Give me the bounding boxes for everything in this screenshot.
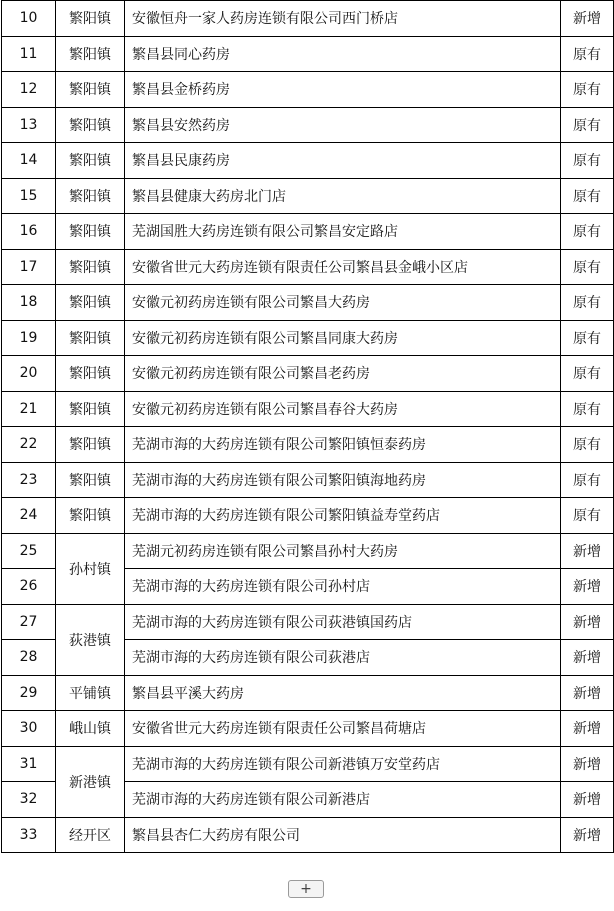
- pharmacy-name-cell: 繁昌县平溪大药房: [125, 675, 561, 711]
- pharmacy-name-cell: 繁昌县安然药房: [125, 107, 561, 143]
- row-number-cell: 33: [2, 817, 56, 853]
- row-number-cell: 27: [2, 604, 56, 640]
- town-cell: 繁阳镇: [56, 498, 125, 534]
- table-row: [2, 498, 614, 534]
- pharmacy-name-cell: 芜湖市海的大药房连锁有限公司繁阳镇海地药房: [125, 462, 561, 498]
- table-row: [2, 249, 614, 285]
- table-row: [2, 746, 614, 782]
- pharmacy-name-cell: 安徽省世元大药房连锁有限责任公司繁昌荷塘店: [125, 711, 561, 747]
- table-row: [2, 320, 614, 356]
- status-cell: 新增: [561, 569, 614, 605]
- row-number-cell: 28: [2, 640, 56, 676]
- row-number-cell: 13: [2, 107, 56, 143]
- table-row: [2, 285, 614, 321]
- table-row: [2, 143, 614, 179]
- row-number-cell: 14: [2, 143, 56, 179]
- table-row: [2, 391, 614, 427]
- status-cell: 原有: [561, 427, 614, 463]
- pharmacy-name-cell: 芜湖市海的大药房连锁有限公司孙村店: [125, 569, 561, 605]
- pharmacy-table: [1, 0, 614, 853]
- row-number-cell: 22: [2, 427, 56, 463]
- row-number-cell: 29: [2, 675, 56, 711]
- town-cell: 繁阳镇: [56, 320, 125, 356]
- row-number-cell: 24: [2, 498, 56, 534]
- row-number-cell: 12: [2, 72, 56, 108]
- status-cell: 原有: [561, 214, 614, 250]
- status-cell: 原有: [561, 72, 614, 108]
- pharmacy-name-cell: 繁昌县民康药房: [125, 143, 561, 179]
- status-cell: 原有: [561, 107, 614, 143]
- row-number-cell: 32: [2, 782, 56, 818]
- town-cell: 峨山镇: [56, 711, 125, 747]
- table-row: [2, 178, 614, 214]
- pharmacy-name-cell: 繁昌县同心药房: [125, 36, 561, 72]
- status-cell: 新增: [561, 746, 614, 782]
- town-cell: 繁阳镇: [56, 462, 125, 498]
- status-cell: 原有: [561, 36, 614, 72]
- table-row: [2, 107, 614, 143]
- row-number-cell: 21: [2, 391, 56, 427]
- table-row: [2, 72, 614, 108]
- table-row: [2, 356, 614, 392]
- status-cell: 新增: [561, 640, 614, 676]
- town-cell: 繁阳镇: [56, 36, 125, 72]
- pharmacy-name-cell: 安徽恒舟一家人药房连锁有限公司西门桥店: [125, 1, 561, 37]
- table-row: [2, 533, 614, 569]
- status-cell: 新增: [561, 782, 614, 818]
- pharmacy-name-cell: 繁昌县杏仁大药房有限公司: [125, 817, 561, 853]
- row-number-cell: 19: [2, 320, 56, 356]
- pharmacy-name-cell: 繁昌县金桥药房: [125, 72, 561, 108]
- row-number-cell: 30: [2, 711, 56, 747]
- status-cell: 新增: [561, 1, 614, 37]
- town-cell: 繁阳镇: [56, 285, 125, 321]
- town-cell: 经开区: [56, 817, 125, 853]
- add-row-button[interactable]: +: [288, 880, 324, 898]
- table-row: [2, 214, 614, 250]
- row-number-cell: 16: [2, 214, 56, 250]
- row-number-cell: 18: [2, 285, 56, 321]
- table-row: [2, 675, 614, 711]
- row-number-cell: 25: [2, 533, 56, 569]
- status-cell: 原有: [561, 249, 614, 285]
- town-cell: 繁阳镇: [56, 249, 125, 285]
- row-number-cell: 17: [2, 249, 56, 285]
- pharmacy-name-cell: 安徽省世元大药房连锁有限责任公司繁昌县金峨小区店: [125, 249, 561, 285]
- pharmacy-name-cell: 安徽元初药房连锁有限公司繁昌同康大药房: [125, 320, 561, 356]
- status-cell: 新增: [561, 817, 614, 853]
- table-row: [2, 817, 614, 853]
- pharmacy-name-cell: 芜湖市海的大药房连锁有限公司繁阳镇恒泰药房: [125, 427, 561, 463]
- row-number-cell: 26: [2, 569, 56, 605]
- pharmacy-name-cell: 安徽元初药房连锁有限公司繁昌老药房: [125, 356, 561, 392]
- pharmacy-name-cell: 安徽元初药房连锁有限公司繁昌大药房: [125, 285, 561, 321]
- town-cell: 繁阳镇: [56, 143, 125, 179]
- pharmacy-name-cell: 芜湖市海的大药房连锁有限公司新港镇万安堂药店: [125, 746, 561, 782]
- pharmacy-name-cell: 芜湖市海的大药房连锁有限公司新港店: [125, 782, 561, 818]
- row-number-cell: 15: [2, 178, 56, 214]
- town-cell: 繁阳镇: [56, 107, 125, 143]
- town-cell: 繁阳镇: [56, 214, 125, 250]
- town-cell: 荻港镇: [56, 604, 125, 675]
- pharmacy-table-body: [2, 1, 614, 853]
- table-row: [2, 1, 614, 37]
- town-cell: 繁阳镇: [56, 391, 125, 427]
- town-cell: 繁阳镇: [56, 427, 125, 463]
- table-row: [2, 462, 614, 498]
- status-cell: 原有: [561, 462, 614, 498]
- pharmacy-name-cell: 芜湖元初药房连锁有限公司繁昌孙村大药房: [125, 533, 561, 569]
- table-row: [2, 711, 614, 747]
- pharmacy-name-cell: 芜湖市海的大药房连锁有限公司荻港镇国药店: [125, 604, 561, 640]
- status-cell: 原有: [561, 356, 614, 392]
- row-number-cell: 11: [2, 36, 56, 72]
- status-cell: 原有: [561, 498, 614, 534]
- town-cell: 平铺镇: [56, 675, 125, 711]
- town-cell: 繁阳镇: [56, 178, 125, 214]
- table-row: [2, 604, 614, 640]
- status-cell: 新增: [561, 675, 614, 711]
- pharmacy-name-cell: 芜湖市海的大药房连锁有限公司繁阳镇益寿堂药店: [125, 498, 561, 534]
- status-cell: 原有: [561, 285, 614, 321]
- status-cell: 原有: [561, 178, 614, 214]
- pharmacy-name-cell: 繁昌县健康大药房北门店: [125, 178, 561, 214]
- town-cell: 孙村镇: [56, 533, 125, 604]
- row-number-cell: 20: [2, 356, 56, 392]
- status-cell: 新增: [561, 711, 614, 747]
- pharmacy-name-cell: 芜湖市海的大药房连锁有限公司荻港店: [125, 640, 561, 676]
- town-cell: 新港镇: [56, 746, 125, 817]
- row-number-cell: 23: [2, 462, 56, 498]
- status-cell: 原有: [561, 320, 614, 356]
- row-number-cell: 31: [2, 746, 56, 782]
- status-cell: 原有: [561, 143, 614, 179]
- table-row: [2, 427, 614, 463]
- status-cell: 原有: [561, 391, 614, 427]
- row-number-cell: 10: [2, 1, 56, 37]
- pharmacy-name-cell: 安徽元初药房连锁有限公司繁昌春谷大药房: [125, 391, 561, 427]
- pharmacy-name-cell: 芜湖国胜大药房连锁有限公司繁昌安定路店: [125, 214, 561, 250]
- town-cell: 繁阳镇: [56, 1, 125, 37]
- town-cell: 繁阳镇: [56, 356, 125, 392]
- status-cell: 新增: [561, 604, 614, 640]
- status-cell: 新增: [561, 533, 614, 569]
- town-cell: 繁阳镇: [56, 72, 125, 108]
- table-row: [2, 36, 614, 72]
